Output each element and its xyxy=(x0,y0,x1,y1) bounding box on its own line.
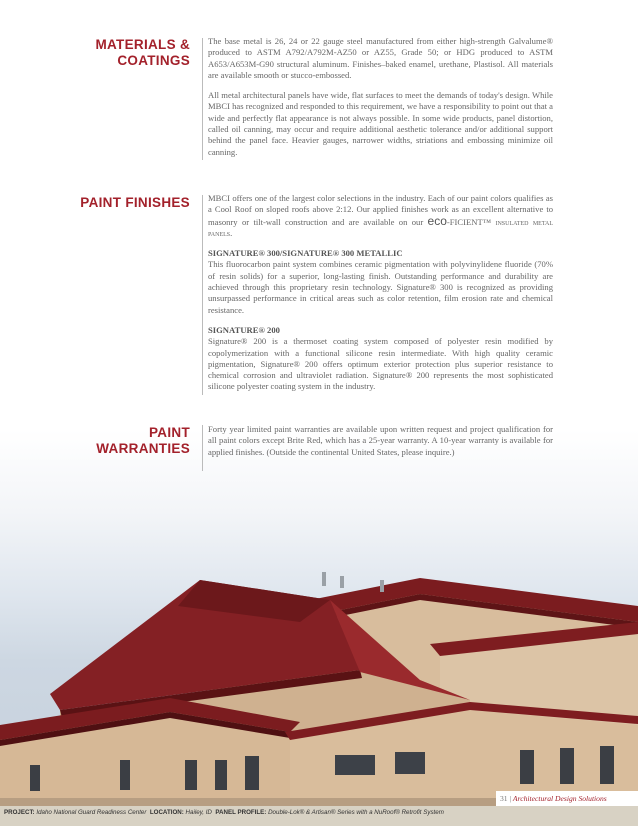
materials-paragraph-2: All metal architectural panels have wide, flat surfaces to meet the demands of today's design. While MBCI has recognized and responded to this requirement, we have a responsibility to point out that a wide and perfectly flat appearance is not always possible. In some wide products, panel distortion, called oil canning, may occur and require additional aesthetic tolerance and/or additional support behind the panel face. Heavier gauges, narrower widths, striations and embossing minimize oil canning. xyxy=(208,90,553,157)
warranties-heading-line1: PAINT xyxy=(149,425,190,440)
project-caption xyxy=(4,809,444,816)
signature-300-body: This fluorocarbon paint system combines ceramic pigmentation with polyvinylidene fluoride (70% of resin solids) for a superior, long-lasting finish. Outstanding performance and durability are achieved through this proprietary resin technology. Signature® 300 is recognized as providing unsurpassed performance in critical areas such as color retention, film erosion rate and chemical resistance. xyxy=(208,259,553,315)
materials-rule xyxy=(202,38,203,160)
materials-heading-line2: COATINGS xyxy=(117,53,190,68)
panel-profile-label: PANEL PROFILE: xyxy=(215,809,267,816)
paint-paragraph-1 xyxy=(208,193,553,239)
signature-300-title: SIGNATURE® 300/SIGNATURE® 300 METALLIC xyxy=(208,248,403,259)
building-photo xyxy=(0,560,638,826)
materials-heading-line1: MATERIALS & xyxy=(95,37,190,52)
page-title: Architectural Design Solutions xyxy=(512,794,607,803)
materials-heading xyxy=(95,37,190,69)
warranties-body xyxy=(208,424,553,467)
paint-intro-text: MBCI offers one of the largest color selections in the industry. Each of our paint colors qualifies as a Cool Roof on sloped roofs above 2:12. Our applied finishes work as an excellent alternative to masonry or tilt-wall construction and are available on our xyxy=(208,193,553,227)
warranties-heading-line2: WARRANTIES xyxy=(96,441,190,456)
page-number-value: 31 | xyxy=(500,794,512,803)
paint-finishes-heading-text: PAINT FINISHES xyxy=(80,195,190,210)
materials-paragraph-1: The base metal is 26, 24 or 22 gauge steel manufactured from either high-strength Galvalume® produced to ASTM A792/A792M-AZ50 or AZ55, Grade 50; or HDG produced to ASTM A653/A653M-G90 structural aluminum. Finishes–baked enamel, urethane, Plastisol. All materials are available smooth or stucco-embossed. xyxy=(208,36,553,80)
panel-profile-value: Double-Lok® & Artisan® Series with a NuRoof® Retrofit System xyxy=(268,809,444,816)
paint-finishes-heading xyxy=(80,195,190,211)
warranties-paragraph: Forty year limited paint warranties are available upon written request and project qualification for all paint colors except Brite Red, which has a 25-year warranty. A 10-year warranty is available for applied finishes. (Outside the continental United States, please inquire.) xyxy=(208,424,553,457)
materials-body xyxy=(208,36,553,167)
page-number xyxy=(500,794,607,803)
warranties-heading xyxy=(96,425,190,457)
eco-ficient-text: -FICIENT™ insulated metal panels. xyxy=(208,216,554,238)
signature-200-title: SIGNATURE® 200 xyxy=(208,324,280,335)
location-label: LOCATION: xyxy=(149,809,184,816)
location-value: Hailey, ID xyxy=(185,809,212,816)
eco-logo-text: eco xyxy=(427,213,447,228)
paint-body xyxy=(208,193,553,402)
warranties-rule xyxy=(202,425,203,471)
signature-200-body: Signature® 200 is a thermoset coating system composed of polyester resin modified by copolymerization with a functional silicone resin intermediate. With high quality ceramic pigmentation, Signature® 200 offers optimum exterior protection plus superior resistance to chemical corrosion and ultraviolet radiation. Signature® 200 represents the most sophisticated silicone polyester coating system in the industry. xyxy=(208,336,553,392)
paint-rule xyxy=(202,195,203,395)
project-value: Idaho National Guard Readiness Center xyxy=(36,809,147,816)
project-label: PROJECT: xyxy=(4,809,35,816)
